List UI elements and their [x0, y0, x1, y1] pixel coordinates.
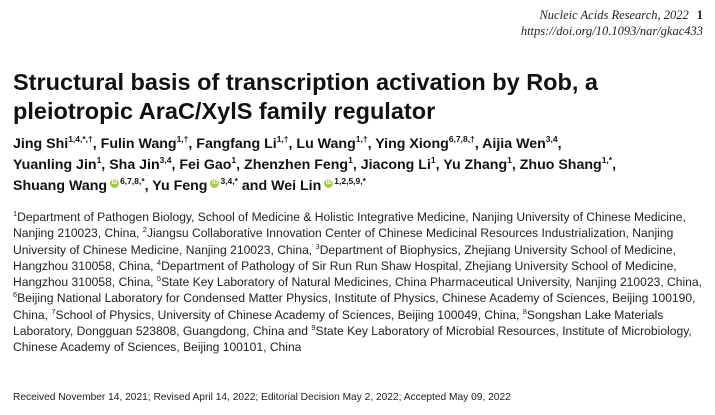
author: Ying Xiong	[375, 136, 449, 152]
affiliation-number: 5	[156, 274, 162, 284]
author-line-2: Yuanling Jin$^1$, Sha Jin$^{3,4}$, Fei Gao$^1$, Zhenzhen Feng$^1$, Jiacong Li$^1$, Yu Zhang$^1$, Zhuo Shang$^{1,*}$,	[13, 155, 617, 173]
article-title: Structural basis of transcription activation by Rob, a pleiotropic AraC/XylS family regulator	[13, 69, 598, 124]
journal-header	[521, 7, 703, 39]
page-number: 1	[696, 8, 703, 22]
author: Fulin Wang	[100, 136, 177, 152]
author: Yuanling Jin	[13, 157, 97, 173]
orcid-icon[interactable]: iD	[111, 180, 118, 186]
author: Shuang Wang	[13, 178, 108, 194]
author: Sha Jin	[109, 157, 160, 173]
affiliation-number: 2	[142, 225, 147, 235]
author-affiliation-marks: 6,7,8,†	[448, 134, 475, 144]
doi-link[interactable]: https://doi.org/10.1093/nar/gkac433	[520, 24, 703, 38]
affiliation: Jiangsu Collaborative Innovation Center of Chinese Medicinal Resources Industrialization, Nanjing University of Chinese Medicine, Nanjing 210023, China,	[13, 226, 674, 257]
orcid-icon[interactable]: iD	[211, 180, 218, 186]
affiliation: Songshan Lake Materials Laboratory, Dongguan 523808, Guangdong, China and	[13, 307, 664, 339]
affiliation: Department of Pathogen Biology, School of Medicine & Holistic Integrative Medicine, Nanjing University of Chinese Medicine, Nanjing 210023, China,	[13, 210, 686, 241]
affiliation: State Key Laboratory of Microbial Resources, Institute of Microbiology, Chinese Academy of Sciences, Beijing 100101, China	[13, 324, 692, 355]
affiliation-number: 6	[13, 290, 18, 300]
author: Zhuo Shang	[519, 157, 602, 173]
author: Aijia Wen	[482, 136, 546, 152]
author-affiliation-marks: 3,4	[545, 134, 558, 144]
affiliation-number: 4	[156, 257, 162, 267]
author-affiliation-marks: 1	[96, 155, 102, 165]
author-affiliation-marks: 1	[507, 155, 512, 165]
affiliation-number: 9	[311, 323, 316, 333]
author-affiliation-marks: 1,†	[276, 134, 289, 144]
journal-name: Nucleic Acids Research, 2022	[539, 8, 689, 22]
author-affiliation-marks: 1	[430, 155, 436, 165]
author-affiliation-marks: 1	[231, 155, 237, 165]
author-affiliation-marks: 1,2,5,9,*	[334, 176, 366, 186]
affiliation: Beijing National Laboratory for Condensed Matter Physics, Institute of Physics, Chinese Academy of Sciences, Beijing 100190, China,	[13, 291, 696, 322]
affiliation: Department of Biophysics, Zhejiang University School of Medicine, Hangzhou 310058, China,	[13, 242, 676, 273]
author-affiliation-marks: 1,4,*,†	[68, 134, 93, 144]
author-affiliation-marks: 1,†	[176, 134, 189, 144]
affiliation-number: 7	[51, 306, 56, 316]
author: Zhenzhen Feng	[244, 157, 349, 173]
author-affiliation-marks: 3,4	[159, 155, 172, 165]
author-affiliation-marks: 1,*	[601, 155, 613, 165]
affiliation-number: 3	[315, 241, 320, 251]
affiliations	[13, 209, 708, 356]
author-line-3: Shuang Wang iD $^{6,7,8,*}$, Yu Feng iD $^{3,4,*}$ and Wei Lin iD $^{1,2,5,9,*}$	[13, 176, 366, 194]
journal-citation	[521, 7, 703, 23]
author: Fangfang Li	[196, 136, 277, 152]
author: Jiacong Li	[360, 157, 431, 173]
author-affiliation-marks: 6,7,8,*	[120, 176, 145, 186]
affiliation-number: 1	[13, 209, 18, 218]
author: Fei Gao	[179, 157, 232, 173]
author: Yu Feng	[152, 178, 208, 194]
affiliation: State Key Laboratory of Natural Medicines, China Pharmaceutical University, Nanjing 210023, China,	[161, 275, 702, 290]
received-dates: Received November 14, 2021; Revised April 14, 2022; Editorial Decision May 2, 2022; Accepted May 09, 2022	[13, 392, 511, 403]
author: Yu Zhang	[443, 157, 508, 173]
author: Wei Lin	[271, 178, 322, 194]
author-line-1: Jing Shi$^{1,4,*,\dagger}$, Fulin Wang$^{1,\dagger}$, Fangfang $Li^{1,\dagger}$, Lu Wang$^{1,\dagger}$, Ying Xiong$^{6,7,8,\dagger}$, Aijia Wen$^{3,4}$,	[13, 134, 562, 152]
author-affiliation-marks: 1	[348, 155, 353, 165]
affiliation-number: 8	[522, 306, 527, 316]
affiliation: School of Physics, University of Chinese Academy of Sciences, Beijing 100049, China,	[55, 307, 523, 322]
author-list	[13, 134, 708, 197]
orcid-icon[interactable]: iD	[325, 180, 332, 186]
author: Lu Wang	[296, 136, 356, 152]
author: Jing Shi	[13, 136, 69, 152]
author-affiliation-marks: 3,4,*	[220, 176, 238, 186]
affiliation: Department of Pathology of Sir Run Run Shaw Hospital, Zhejiang University School of Medicine, Hangzhou 310058, China,	[13, 258, 677, 290]
author-affiliation-marks: 1,†	[355, 134, 368, 144]
